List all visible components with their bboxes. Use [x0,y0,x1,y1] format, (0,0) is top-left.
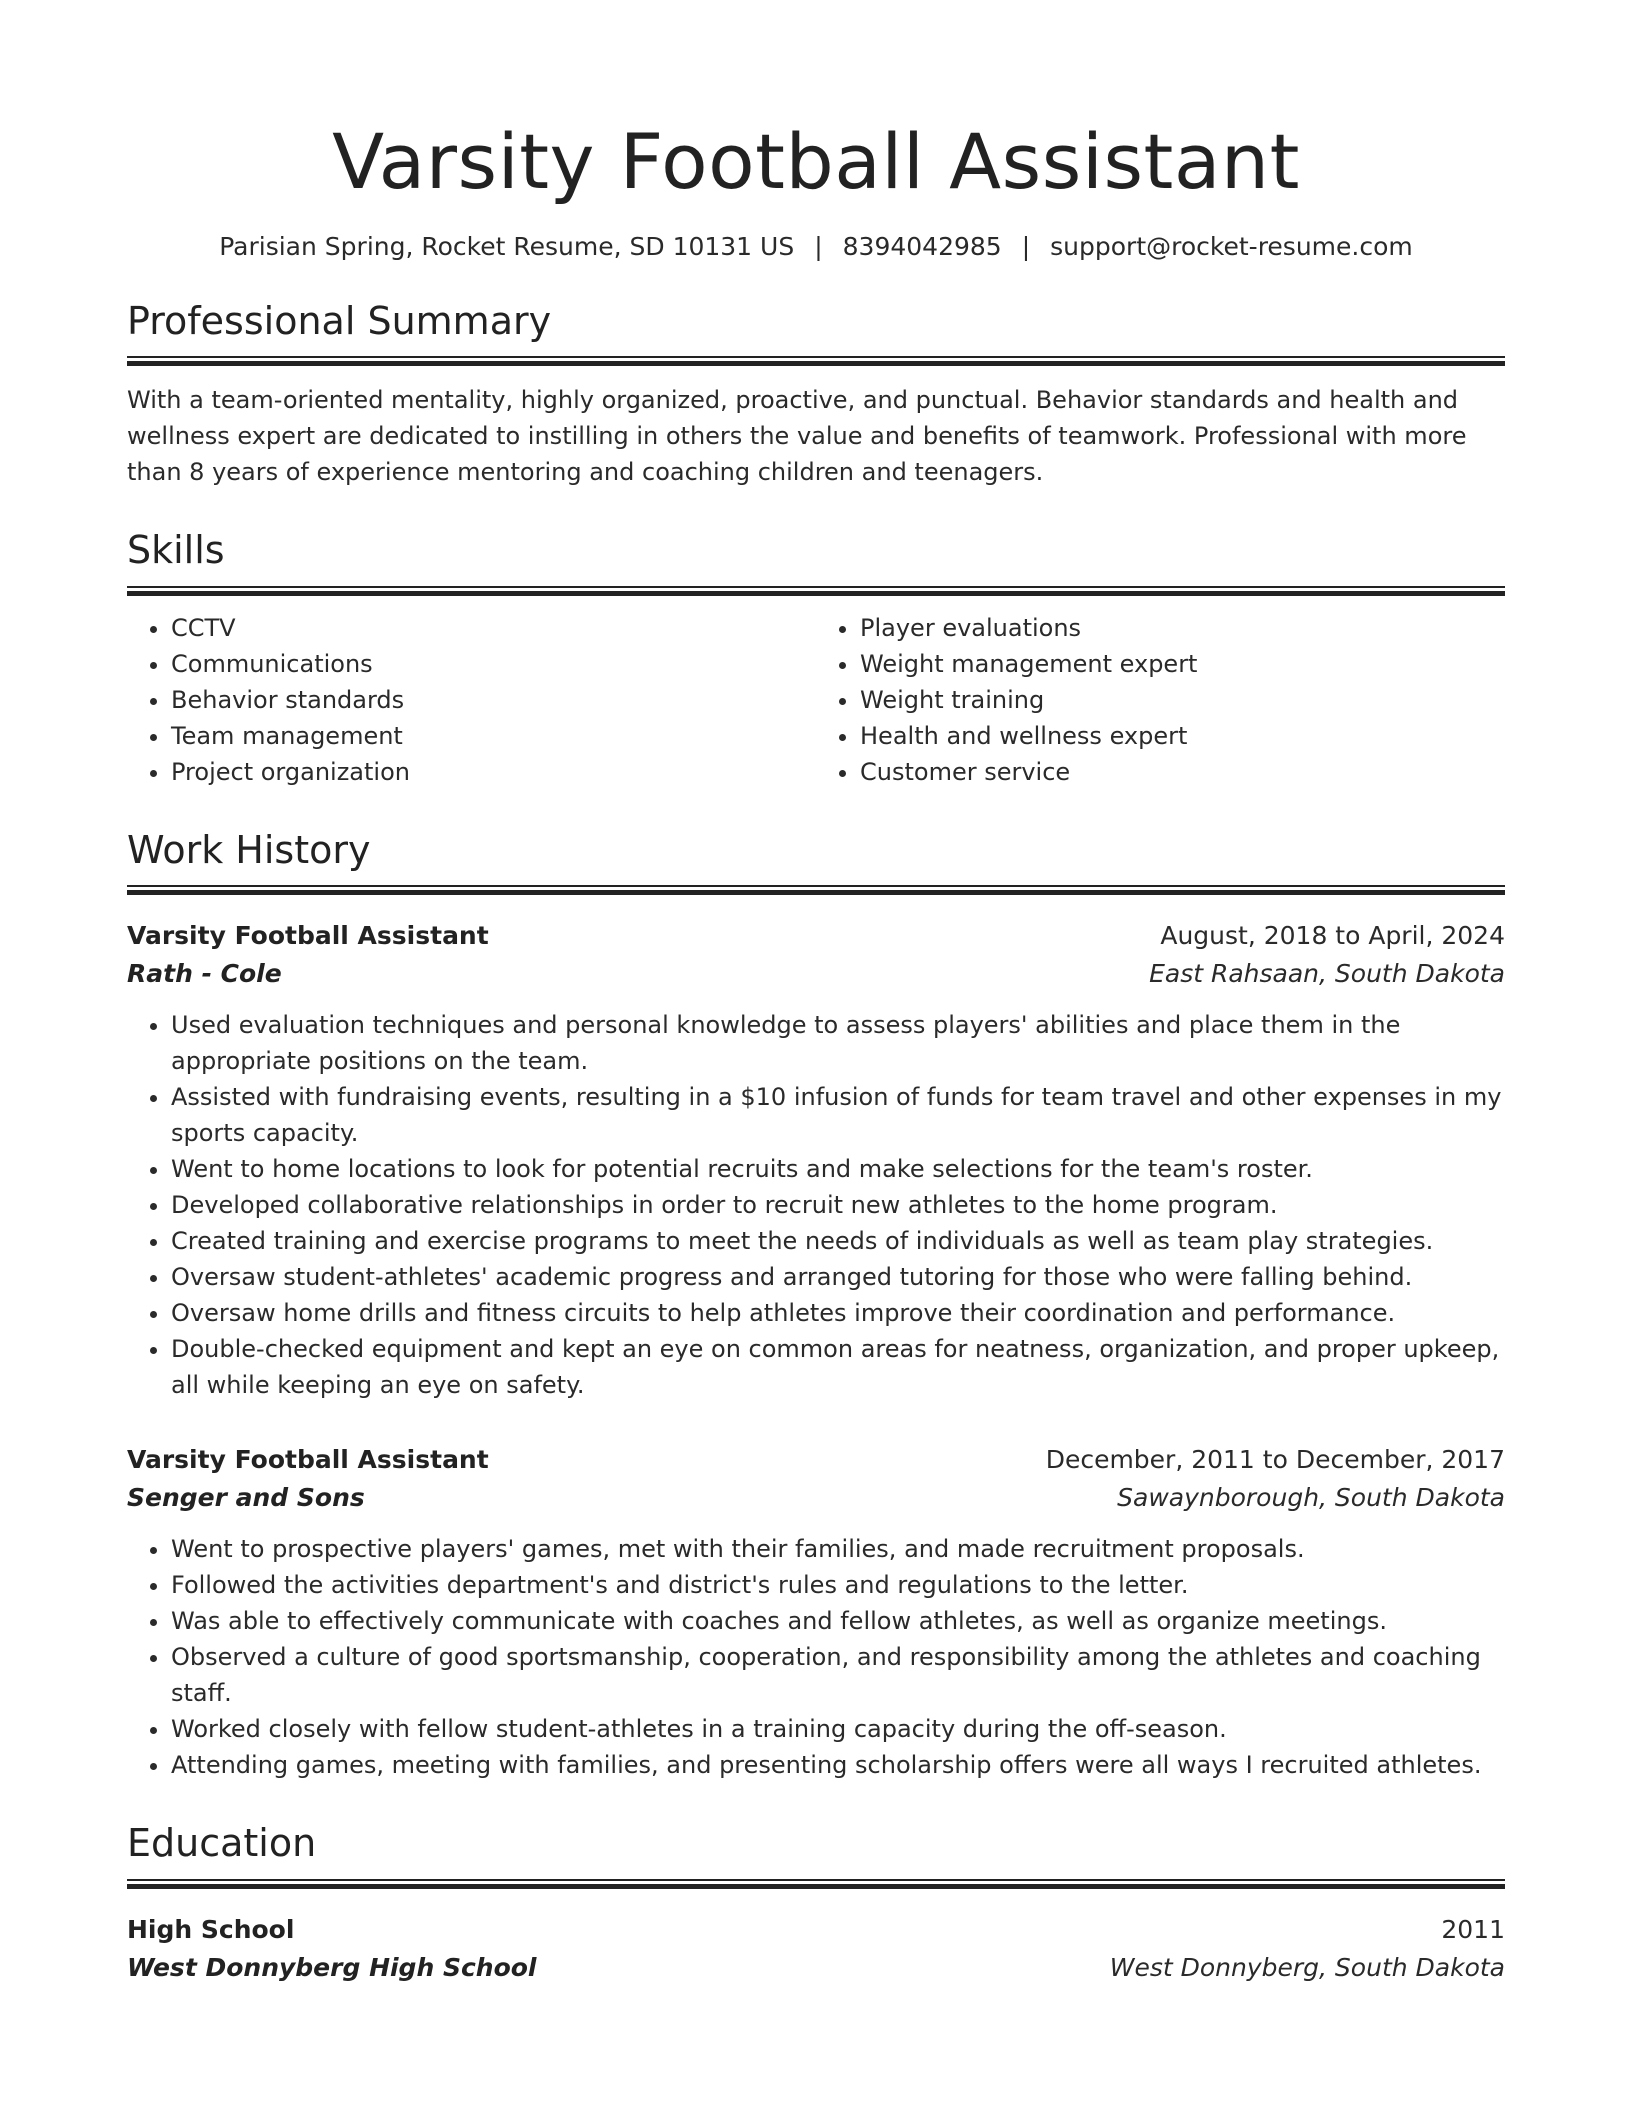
skill-item: • Team management [171,718,816,754]
job-entry [127,917,1505,1403]
job-bullet: • Observed a culture of good sportsmanship, cooperation, and responsibility among the athletes and coaching staff. [171,1639,1505,1711]
skill-item: • Behavior standards [171,682,816,718]
education-section [127,1821,1505,1987]
job-bullets [127,1531,1505,1783]
contact-address: Parisian Spring, Rocket Resume, SD 10131 US [219,231,795,261]
job-bullet: • Followed the activities department's and district's rules and regulations to the letter. [171,1567,1505,1603]
education-school-row [127,1949,1505,1987]
skills-heading: Skills [127,528,225,573]
section-divider [127,1879,1505,1889]
contact-separator: | [1021,231,1031,261]
job-bullet: • Attending games, meeting with families, and presenting scholarship offers were all ways I recruited athletes. [171,1747,1505,1783]
skills-list-right [816,610,1505,790]
skill-item: • Communications [171,646,816,682]
education-heading: Education [127,1821,317,1866]
education-school: West Donnyberg High School [127,1952,537,1982]
skill-item: • Player evaluations [860,610,1505,646]
work-history-heading: Work History [127,827,371,872]
work-history-section [127,828,1505,1784]
skill-item: • Weight training [860,682,1505,718]
summary-text: With a team-oriented mentality, highly organized, proactive, and punctual. Behavior standards and health and wellness expert are dedicated to instilling in others the value and benefits of teamwork. Professional with more than 8 years of experience mentoring and coaching children and teenagers. [127,386,1467,487]
contact-phone: 8394042985 [842,231,1002,261]
skills-section [127,528,1505,790]
section-divider [127,885,1505,895]
job-bullet: • Created training and exercise programs to meet the needs of individuals as well as team play strategies. [171,1223,1505,1259]
education-location: West Donnyberg, South Dakota [1109,1952,1505,1982]
job-company-row [127,955,1505,993]
contact-email: support@rocket-resume.com [1050,231,1413,261]
job-bullet: • Worked closely with fellow student-athletes in a training capacity during the off-season. [171,1711,1505,1747]
job-title: Varsity Football Assistant [127,1445,489,1475]
job-dates: December, 2011 to December, 2017 [1045,1445,1505,1475]
job-dates: August, 2018 to April, 2024 [1160,921,1505,951]
skill-item: • Weight management expert [860,646,1505,682]
skill-item: • Health and wellness expert [860,718,1505,754]
contact-separator: | [814,231,823,261]
job-bullet: • Assisted with fundraising events, resulting in a $10 infusion of funds for team travel and other expenses in my sports capacity. [171,1079,1505,1151]
job-bullets [127,1007,1505,1403]
job-header-row [127,1441,1505,1479]
education-degree: High School [127,1914,295,1944]
job-bullet: • Double-checked equipment and kept an eye on common areas for neatness, organization, and proper upkeep, all while keeping an eye on safety. [171,1331,1505,1403]
job-header-row [127,917,1505,955]
job-company-row [127,1479,1505,1517]
job-title: Varsity Football Assistant [127,921,489,951]
job-entry [127,1441,1505,1783]
education-header-row [127,1911,1505,1949]
job-company: Senger and Sons [127,1483,365,1513]
skill-item: • Project organization [171,754,816,790]
job-location: East Rahsaan, South Dakota [1149,959,1505,989]
education-year: 2011 [1441,1914,1505,1944]
candidate-name: Varsity Football Assistant [332,117,1300,206]
skills-list-left [127,610,816,790]
contact-line [127,232,1505,261]
section-divider [127,356,1505,366]
job-bullet: • Went to prospective players' games, met with their families, and made recruitment proposals. [171,1531,1505,1567]
skills-columns [127,610,1505,790]
job-location: Sawaynborough, South Dakota [1117,1483,1505,1513]
job-bullet: • Oversaw home drills and fitness circuits to help athletes improve their coordination and performance. [171,1295,1505,1331]
summary-heading: Professional Summary [127,298,552,343]
job-bullet: • Went to home locations to look for potential recruits and make selections for the team's roster. [171,1151,1505,1187]
education-entry [127,1911,1505,1987]
job-bullet: • Was able to effectively communicate with coaches and fellow athletes, as well as organize meetings. [171,1603,1505,1639]
skill-item: • Customer service [860,754,1505,790]
summary-section [127,299,1505,491]
job-bullet: • Developed collaborative relationships in order to recruit new athletes to the home program. [171,1187,1505,1223]
section-divider [127,586,1505,596]
job-company: Rath - Cole [127,959,282,989]
job-bullet: • Used evaluation techniques and personal knowledge to assess players' abilities and place them in the appropriate positions on the team. [171,1007,1505,1079]
job-bullet: • Oversaw student-athletes' academic progress and arranged tutoring for those who were falling behind. [171,1259,1505,1295]
skill-item: • CCTV [171,610,816,646]
